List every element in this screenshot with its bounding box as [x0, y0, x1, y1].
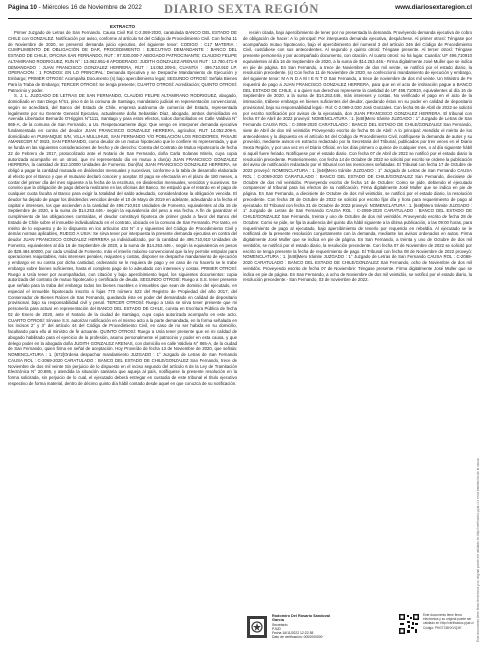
signer-org: PJUD — [272, 626, 281, 631]
newspaper-website: www.diariosextaregion.cl — [395, 4, 472, 11]
side-verification-text: Este documento tiene firma electrónica y su original puede ser validado en http://verificadoc.pjud.cl o en la tramitación de la causa — [476, 458, 480, 642]
signature-block — [246, 613, 339, 643]
notice-title: EXTRACTO — [109, 24, 136, 29]
side-verification-strip — [473, 350, 479, 650]
page-number: Página 10 — [8, 4, 37, 11]
verification-text: Este documento tiene firma electrónica y su original puede ser validado en http://verificadoc.pjud.cl — [423, 613, 474, 626]
notice-paragraph: S. J. L. JUZGADO DE LETRAS DE SAN FERNANDO, CLAUDIO FELIPE ALTAMIRANO RODRIGUEZ, abogado, domiciliado en San Diego N°61, piso 6 de la comuna de Santiago, mandatario judicial en representación convencional, según se acreditará, del Banco del Estado de Chile, empresa autónoma de comercio del Estado, representada legalmente por su Gerente General Ejecutivo, actualmente doña Sebastián Díaz, abogado, ambos domiciliados en Avenida Libertador Bernardo O'Higgins N°1111, Santiago y para estos efectos, todos domiciliados en Calle Valdivia N° 865-A, de la comuna de San Fernando, a Us. Respetuosamente digo: Que vengo en interponer demanda ejecutiva fundamentada en contra del deudor JUAN FRANCISCO GONZALEZ HERRERA, agricultor, RUT 14.052.209-5, domiciliado en PUMANQUE S/N, VILLA MULLIHUE, SAN FERNANDO Y/O POBLACIÓN LOS REGIDORES, PASAJE AMANECER N° 0823, SAN FERNANDO, como deudor de un mutuo hipotecario que le confiere mi representada, y que se funda en las siguientes consideraciones de hecho y de derecho: Consta del Contrato de Mutuo Hipotecario de fecha 22 de Febrero de 2017, protocolizado ante el Notario de San Fernando, doña Carla Solanas Mirelo, cuya copia autorizada acompaño en un otrosí, que mi representado dio en mutuo a don(a) JUAN FRANCISCO GONZALEZ HERRERA, la cantidad de $12.10000 Unidades de Fomento. Don(ña) JUAN FRANCISCO GONZALEZ HERRERA, se obligó a pagar la cantidad mutuada en dividendos mensuales y sucesivos, conforme a la tabla de desarrollo elaborada al efecto por el Banco y que el mutuario declaró conocer y aceptar. El pago se efectuaría en el plazo de 180 meses, a contar del primer día del mes siguiente a la fecha de la escritura, en dividendos mensuales, vencidos y sucesivos. Se convino que la obligación de pago debería realizarse en las oficinas del Banco. Se estipuló que el retardo en el pago de cualquier cuota faculta al Banco para exigir la totalidad del saldo adeudado, considerándose la obligación vencida. El deudor ha dejado de pagar los dividendos vencidos desde el 10 de Mayo de 2019 en adelante, adeudando a la fecha el capital e intereses, los que ascienden a la cantidad de 496.710,910 Unidades de Fomento, equivalentes al día 16 de Septiembre de 2020, a la suma de $14.253.446.- según la equivalencia del peso a esa fecha. A fin de garantizar el cumplimiento de las obligaciones contraídas, el deudor constituyó hipoteca de primer grado a favor del Banco del Estado de Chile sobre el inmueble individualizado en el contrato, ubicado en la comuna de San Fernando. Por tanto, en mérito de lo expuesto y de lo dispuesto en los artículos 434 N° 4 y siguientes del Código de Procedimiento Civil y demás normas aplicables, RUEGO A USIA: Se sirva tener por interpuesta la presente demanda ejecutiva en contra del deudor JUAN FRANCISCO GONZALEZ HERRERA ya individualizado, por la cantidad de 496.710,910 Unidades de Fomento, equivalentes al día 16 de Septiembre de 2020, a la suma de $14.253.446.-, según la equivalencia en pesos de $29.484.60000, por cada Unidad de Fomento, más el interés máximo convencional que la ley permite estipular para operaciones reajustables, más intereses penales, reajustes y costas, disponer se despache mandamiento de ejecución y embargo en su contra por dicha cantidad, ordenando se le requiera de pago y en caso de no hacerlo se le trabe embargo sobre bienes suficientes, hasta el completo pago de lo adeudado con intereses y costas. PRIMER OTROSÍ: Ruego a Usía tener por acompañados, con citación y bajo apercibimiento legal, los siguientes documentos: copia autorizada del contrato de mutuo hipotecario y certificado de deuda. SEGUNDO OTROSÍ: Ruego a S.S. tener presente que señalo para la traba del embargo todos los bienes muebles e inmuebles que sean de dominio del ejecutado, en especial el inmueble hipotecado inscrito a fojas 770 número 522 del Registro de Propiedad del año 2017, del Conservador de Bienes Raíces de San Fernando, quedando éste en poder del demandado en calidad de depositario provisional, bajo su responsabilidad civil y penal. TERCER OTROSÍ: Ruego a Usía se sirva tener presente que mi personería para actuar en representación del BANCO DEL ESTADO DE CHILE, consta en Escritura Pública de fecha 02 de Enero de 2020, ante el Notario de la ciudad de Santiago, cuya copia autorizada acompaño en este acto. CUARTO OTROSÍ: Sírvase S.S. autorizar notificación en el mismo acto a la parte demandada, en la forma señalada en los incisos 2° y 3° del artículo 44 del Código de Procedimiento Civil, en caso de no ser habida en su domicilio, facultando para ello al ministro de fe actuante. QUINTO OTROSÍ: Ruego a Usía tener presente que en mi calidad de abogado habilitado para el ejercicio de la profesión, asumo personalmente el patrocinio y poder en esta causa, y que delego poder en la abogada doña JUDITH GONZALEZ ARENAS, con domicilio en calle Valdivia N° 865-A, de la ciudad de San Fernando, quien firma en señal de aceptación. Hoy Proveído de fecha 13 de Noviembre de 2020, que señala: NOMENCLATURA : 1. [672]Ordena despachar mandamiento JUZGADO : 1° Juzgado de Letras de San Fernando CAUSA ROL : C-2069-2020 CARATULADO : BANCO DEL ESTADO DE CHILE/GONZALEZ San Fernando, trece de Noviembre de dos mil veinte Sin perjuicio de lo dispuesto en el inciso segundo del artículo 6 de la Ley de Tramitación Electrónica N° 20.886, y atendida la situación sanitaria que aqueja al país, notifíquese la presente resolución en la forma solicitada, sin perjuicio de lo cual, el ejecutado deberá entregar en custodia de este tribunal el título ejecutivo respectivo de forma material, dentro de décimo quinto día hábil contado desde aquel en que conozca de su notificación. — [8, 93, 237, 386]
signature-text — [272, 614, 340, 640]
page-date-line — [8, 4, 142, 11]
notice-paragraph: recién citada, bajo apercibimiento de tener por no presentada la demanda. Provéyendo demanda ejecutiva de cobro de obligación de hacer: A lo principal: Por interpuesta demanda ejecutiva, despáchese. Al primer otrosí: Téngase por acompañado mutuo hipotecario, bajo el apercibimiento del numeral 3 del artículo 346 del Código de Procedimiento Civil, custódiese con sus antecedentes. Al segundo y quinto otrosí: Téngase presente. Al tercer otrosí: Téngase presente personería y por acompañado documento, con citación. Al cuarto otrosí: no ha lugar. Cuantía: UF 496,710910 equivalentes al día 16 de Septiembre de 2020, a la suma de $14.253.446.- Firma digitalmente José Muller que se indica en pie de página. En San Fernando, a trece de Noviembre de dos mil veinte, se notificó por el estado diario, la resolución precedente. (s) Con fecha 11 de Noviembre de 2020, se confeccionó mandamiento de ejecución y embargo, del siguiente tenor: M A N D A M I E N T O San Fernando, a trece de noviembre de dos mil veinte. Un Ministro de Fe requerirá de pago a JUAN FRANCISCO GONZALEZ HERRERA, para que en el acto de intimación pague a BANCO DEL ESTADO DE CHILE, o a quien sus derechos represente la cantidad de UF 496,710910, equivalentes al día 16 de Septiembre de 2020, a la suma de $14.253.446, más intereses y costas. No verificado el pago en el acto de la intimación, trábese embargo en bienes suficientes del deudor, quedando éstos en su poder en calidad de depositario provisional, bajo su responsabilidad legal.- Rol: C-2.069-2.020 José Gonzales. Con fecha 06 de Abril de 2022 se solicitó por escrito notificación por avisos de la ejecutada, don JUAN FRANCISCO GONZALEZ HERRERA. El tribunal con fecha 07 de Abril de 2022 proveyó: NOMENCLATURA : 1. [648]Mero trámite JUZGADO : 1° Juzgado de Letras de San Fernando CAUSA ROL : C-2069-2020 CARATULADO : BANCO DEL ESTADO DE CHILE/GONZALEZ San Fernando, siete de Abril de dos mil veintidós Proveyendo escrito de fecha 06 de Abril: A lo principal: Atendido el mérito de los antecedentes y lo dispuesto en el artículo 54 del Código de Procedimiento Civil, notifíquese la demanda de autos y su proveído, mediante avisos en extracto redactado por la Secretaria del Tribunal, publicados por tres veces en el Diario Sexta Región, y por una vez en el Diario Oficial, en los días primero o quince de cualquier mes, o al día siguiente hábil si aquél fuere feriado. Notifíquese por el estado diario. Con fecha 07 de Abril de 2022 se notificó por el estado diario la resolución precedente. Posteriormente, con fecha 14 de Octubre de 2022 se solicitó por escrito se ordene la publicación del aviso de notificación redactado por el tribunal con las menciones señaladas. El Tribunal con fecha 17 de Octubre de 2022 proveyó: NOMENCLATURA : 1. [648]Mero trámite JUZGADO : 1° Juzgado de Letras de San Fernando CAUSA ROL : C-2069-2020 CARATULADO : BANCO DEL ESTADO DE CHILE/GONZALEZ San Fernando, diecisiete de Octubre de dos mil veintidós. Proveyendo escrito de fecha 14 de Octubre: Como se pide, debiendo el ejecutado comparecer al tribunal para los efectos de su notificación. Firma digitalmente José Muller que se indica en pie de página. En San Fernando, a diecisiete de Octubre de dos mil veintidós, se notificó por el estado diario, la resolución precedente. Con fecha 28 de Octubre de 2022 se solicitó por escrito fijar día y hora para requerimiento de pago al ejecutado. El Tribunal con fecha 31 de Octubre de 2022 proveyó: NOMENCLATURA : 1. [648]Mero trámite JUZGADO : 1° Juzgado de Letras de San Fernando CAUSA ROL : C-2069-2020 CARATULADO : BANCO DEL ESTADO DE CHILE/GONZALEZ San Fernando, treinta y uno de Octubre de dos mil veintidós. Proveyendo escrito de fecha 28 de Octubre: Como se pide, se fija la audiencia del quinto día hábil siguiente a la última publicación, a las 09:00 horas, para requerimiento de pago al ejecutado, bajo apercibimiento de tenerlo por requerido en rebeldía. Al ejecutado se le notificará de la presente resolución conjuntamente con la demanda, mediante los avisos ordenados en autos. Firma digitalmente José Muller que se indica en pie de página. En San Fernando, a treinta y uno de Octubre de dos mil veintidós, se notificó por el estado diario, la resolución precedente. Con fecha 07 de Noviembre de 2022 se solicitó por escrito se tenga presente la fecha de requerimiento de pago. El Tribunal con fecha 08 de Noviembre de 2022 proveyó: NOMENCLATURA : 1. [648]Mero trámite JUZGADO : 1° Juzgado de Letras de San Fernando CAUSA ROL : C-2069-2020 CARATULADO : BANCO DEL ESTADO DE CHILE/GONZALEZ San Fernando, ocho de Noviembre de dos mil veintidós. Proveyendo escrito de fecha 07 de Noviembre: Téngase presente. Firma digitalmente José Muller que se indica en pie de página. En San Fernando, a ocho de Noviembre de dos mil veintidós, se notificó por el estado diario, la resolución precedente.- San Fernando, 03 de noviembre de 2022. — [243, 30, 472, 283]
page-header — [8, 0, 472, 19]
qr-code-icon — [398, 613, 420, 635]
notice-right-column — [243, 30, 472, 607]
verification-note — [423, 613, 475, 630]
court-seal-icon — [246, 615, 268, 639]
newspaper-masthead: DIARIO SEXTA REGIÓN — [164, 2, 319, 16]
verification-code: Código: PHGTCBHXVQXE — [423, 625, 462, 630]
issue-date: Miércoles 16 de Noviembre de 2022 — [42, 4, 142, 11]
signature-verification: Dato de verificación: 0000000000 — [272, 635, 323, 640]
notice-left-column — [8, 30, 237, 638]
separator: - — [38, 4, 43, 11]
notice-paragraph: Primer Juzgado de Letras de San Fernando. Causa Civil Rol C-2.069-2020, caratulada BANCO DEL ESTADO DE CHILE con GONZALEZ. Notificación por aviso, conforme al artículo 54 del Código de Procedimiento Civil. Con fecha 11 de Noviembre de 2020, se presentó demanda juicio ejecutivo, del siguiente tenor: CODIGO : C17 MATERIA : CUMPLIMIENTO DE OBLIGACIÓN DE DAR, PROCEDIMIENTO : EJECUTIVO DEMANDANTE : BANCO DEL ESTADO DE CHILE, OFICINA SAN FERNANDO, RUT : 97.030.000-7 ABOGADO PATROCINANTE: CLAUDIO FELIPE ALTAMIRANO RODRIGUEZ, RUN N° : 13.062.951-8 APODERADO: JUDITH GONZALEZ ARENAS RUT : 13.780.471-9 DEMANDADO : JUAN FRANCISCO GONZALEZ HERRERA, RUT : 14.052.209-5, CUANTÍA : 496.710.910 LP. OPERACIÓN : 1 FONDOS: EN LO PRINCIPAL: Demanda Ejecutiva y se Despache Mandamiento de Ejecución y Embargo; PRIMER OTROSÍ: Acompaña Documento (s) bajo apercibimiento legal; SEGUNDO OTROSÍ: Señala Bienes Para la Traba de Embargo; TERCER OTROSÍ: Se tenga presente; CUARTO OTROSÍ: Acreditación; QUINTO OTROSÍ: Patrocinio y poder. — [8, 30, 237, 93]
signature-date: Fecha 16/11/2022 12:22:38 — [272, 631, 314, 636]
signer-role: Secretario — [272, 622, 288, 627]
signer-name: Rodomiro Del Rosario Sandoval García — [272, 614, 331, 623]
